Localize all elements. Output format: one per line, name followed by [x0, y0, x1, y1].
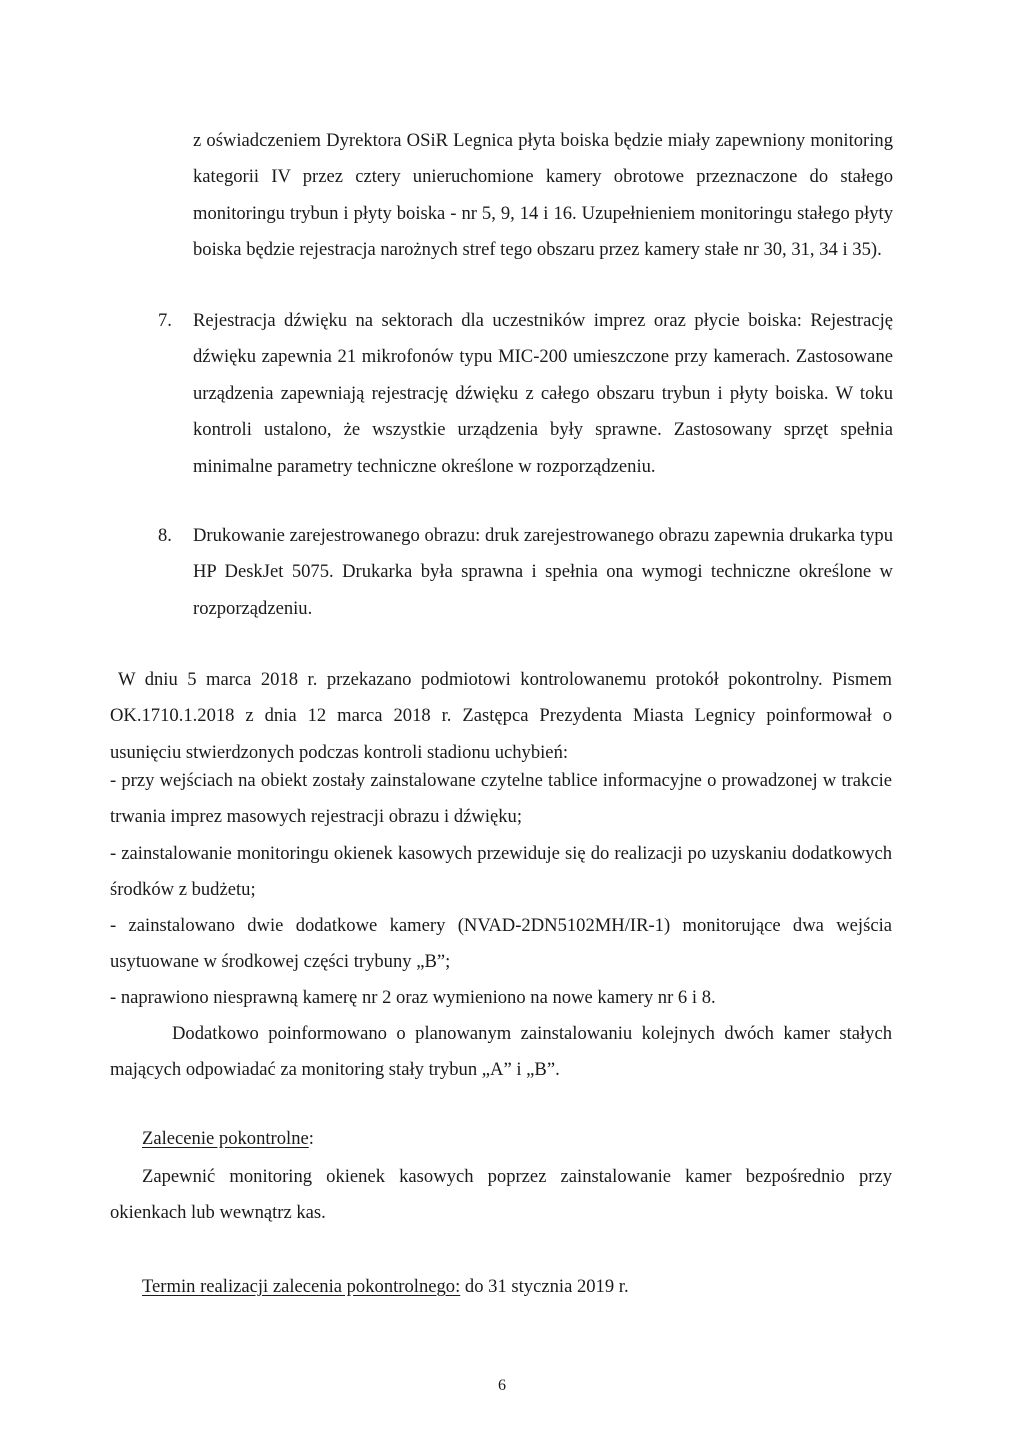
bullet-new-cameras: - zainstalowano dwie dodatkowe kamery (NVAD-2DN5102MH/IR-1) monitorujące dwa wejścia usytuowane w środkowej części trybuny „B”;	[110, 915, 892, 973]
deadline-label: Termin realizacji zalecenia pokontrolnego:	[142, 1276, 461, 1297]
item-number-8: 8.	[158, 525, 172, 546]
recommendation-heading-label: Zalecenie pokontrolne	[142, 1128, 309, 1149]
additional-paragraph: Dodatkowo poinformowano o planowanym zainstalowaniu kolejnych dwóch kamer stałych mających odpowiadać za monitoring stały trybun „A” i „B”.	[110, 1023, 892, 1081]
recommendation-heading	[142, 1124, 314, 1154]
item-8-text: Drukowanie zarejestrowanego obrazu: druk zarejestrowanego obrazu zapewnia drukarka typu HP DeskJet 5075. Drukarka była sprawna i spełnia ona wymogi techniczne określone w rozporządzeniu.	[193, 525, 893, 619]
continuation-paragraph: z oświadczeniem Dyrektora OSiR Legnica płyta boiska będzie miały zapewniony monitoring kategorii IV przez cztery unieruchomione kamery obrotowe przeznaczone do stałego monitoringu trybun i płyty boiska - nr 5, 9, 14 i 16. Uzupełnieniem monitoringu stałego płyty boiska będzie rejestracja narożnych stref tego obszaru przez kamery stałe nr 30, 31, 34 i 35).	[193, 130, 893, 261]
recommendation-text: Zapewnić monitoring okienek kasowych poprzez zainstalowanie kamer bezpośrednio przy okienkach lub wewnątrz kas.	[110, 1166, 892, 1224]
item-number-7: 7.	[158, 310, 172, 331]
recommendation-heading-colon: :	[308, 1128, 314, 1149]
bullet-signage: - przy wejściach na obiekt zostały zainstalowane czytelne tablice informacyjne o prowadzonej w trakcie trwania imprez masowych rejestracji obrazu i dźwięku;	[110, 770, 892, 828]
item-7-text: Rejestracja dźwięku na sektorach dla uczestników imprez oraz płycie boiska: Rejestrację dźwięku zapewnia 21 mikrofonów typu MIC-200 umieszczone przy kamerach. Zastosowane urządzenia zapewniają rejestrację dźwięku z całego obszaru trybun i płyty boiska. W toku kontroli ustalono, że wszystkie urządzenia były sprawne. Zastosowany sprzęt spełnia minimalne parametry techniczne określone w rozporządzeniu.	[193, 310, 893, 477]
deadline-line	[142, 1272, 629, 1302]
deadline-value: do 31 stycznia 2019 r.	[460, 1276, 629, 1297]
summary-paragraph: W dniu 5 marca 2018 r. przekazano podmiotowi kontrolowanemu protokół pokontrolny. Pismem OK.1710.1.2018 z dnia 12 marca 2018 r. Zastępca Prezydenta Miasta Legnicy poinformował o usunięciu stwierdzonych podczas kontroli stadionu uchybień:	[110, 669, 892, 763]
page-number: 6	[498, 1377, 506, 1394]
bullet-cashier-monitoring: - zainstalowanie monitoringu okienek kasowych przewiduje się do realizacji po uzyskaniu dodatkowych środków z budżetu;	[110, 843, 892, 901]
bullet-repaired-camera: - naprawiono niesprawną kamerę nr 2 oraz wymieniono na nowe kamery nr 6 i 8.	[110, 987, 716, 1008]
